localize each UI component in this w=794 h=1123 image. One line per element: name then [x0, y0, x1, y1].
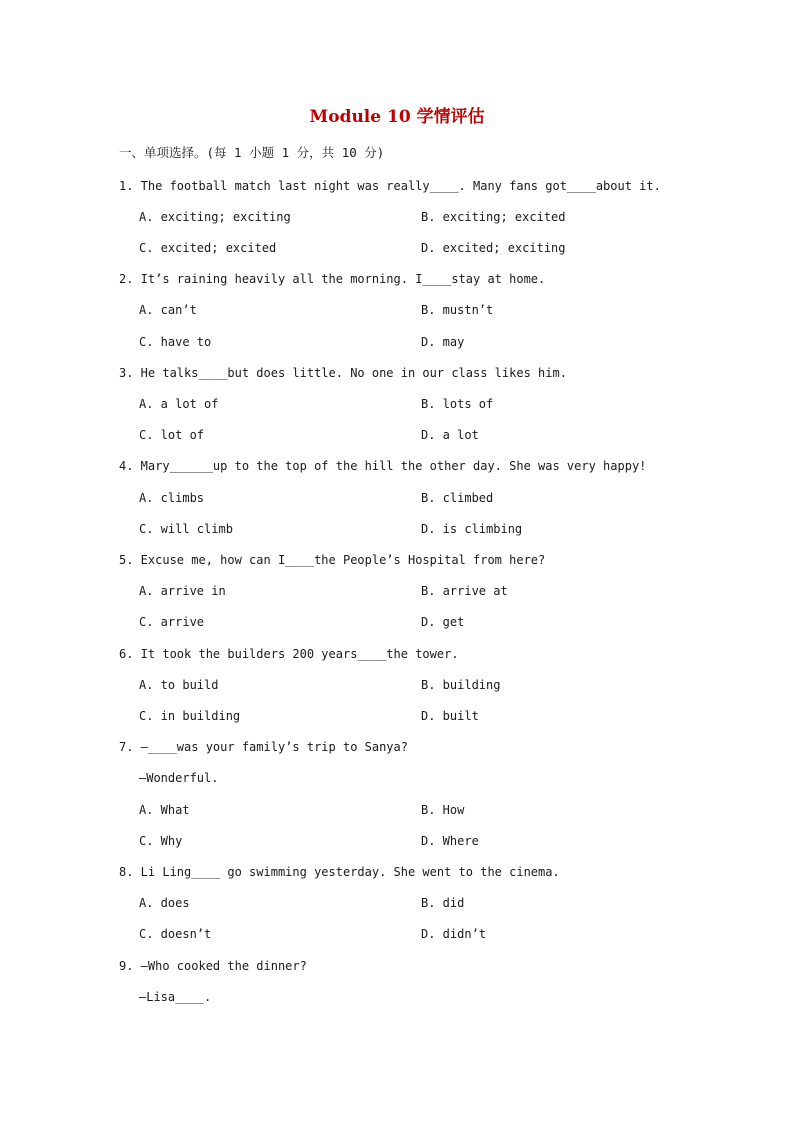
question-4-option-d: D. is climbing	[421, 522, 523, 536]
question-8-option-a: A. does	[139, 896, 190, 910]
question-1-option-a: A. exciting; exciting	[139, 210, 291, 224]
question-6-option-c: C. in building	[139, 709, 241, 723]
question-2-option-a: A. can’t	[139, 303, 197, 317]
question-6-stem: 6. It took the builders 200 years____the tower.	[119, 647, 459, 661]
question-5-option-b: B. arrive at	[421, 584, 508, 598]
question-2-option-c: C. have to	[139, 335, 212, 349]
section-heading: 一、单项选择。(每 1 小题 1 分，共 10 分)	[119, 145, 385, 160]
question-9-response: —Lisa____.	[139, 990, 212, 1004]
question-2-option-b: B. mustn’t	[421, 303, 494, 317]
question-4-option-a: A. climbs	[139, 491, 205, 505]
question-7-option-d: D. Where	[421, 834, 479, 848]
question-1-stem: 1. The football match last night was really____. Many fans got____about it.	[119, 179, 661, 193]
question-1-option-c: C. excited; excited	[139, 241, 277, 255]
question-7-option-a: A. What	[139, 803, 190, 817]
question-5-stem: 5. Excuse me, how can I____the People’s Hospital from here?	[119, 553, 546, 567]
question-2-option-d: D. may	[421, 335, 465, 349]
question-7-option-c: C. Why	[139, 834, 183, 848]
question-7-stem: 7. —____was your family’s trip to Sanya?	[119, 740, 408, 754]
question-5-option-c: C. arrive	[139, 615, 205, 629]
question-3-option-b: B. lots of	[421, 397, 494, 411]
page-title: Module 10 学情评估	[309, 107, 485, 127]
question-6-option-d: D. built	[421, 709, 479, 723]
question-5-option-d: D. get	[421, 615, 465, 629]
question-8-stem: 8. Li Ling____ go swimming yesterday. She went to the cinema.	[119, 865, 560, 879]
question-6-option-b: B. building	[421, 678, 501, 692]
question-7-option-b: B. How	[421, 803, 465, 817]
question-1-option-b: B. exciting; excited	[421, 210, 566, 224]
question-3-stem: 3. He talks____but does little. No one in our class likes him.	[119, 366, 567, 380]
question-3-option-d: D. a lot	[421, 428, 479, 442]
question-2-stem: 2. It’s raining heavily all the morning. I____stay at home.	[119, 272, 546, 286]
question-9-stem: 9. —Who cooked the dinner?	[119, 959, 307, 973]
question-4-option-b: B. climbed	[421, 491, 494, 505]
question-1-option-d: D. excited; exciting	[421, 241, 566, 255]
question-8-option-c: C. doesn’t	[139, 927, 212, 941]
question-8-option-b: B. did	[421, 896, 465, 910]
question-3-option-c: C. lot of	[139, 428, 205, 442]
question-7-response: —Wonderful.	[139, 771, 219, 785]
question-5-option-a: A. arrive in	[139, 584, 226, 598]
question-3-option-a: A. a lot of	[139, 397, 219, 411]
question-8-option-d: D. didn’t	[421, 927, 487, 941]
question-4-stem: 4. Mary______up to the top of the hill the other day. She was very happy!	[119, 459, 647, 473]
question-6-option-a: A. to build	[139, 678, 219, 692]
question-4-option-c: C. will climb	[139, 522, 233, 536]
